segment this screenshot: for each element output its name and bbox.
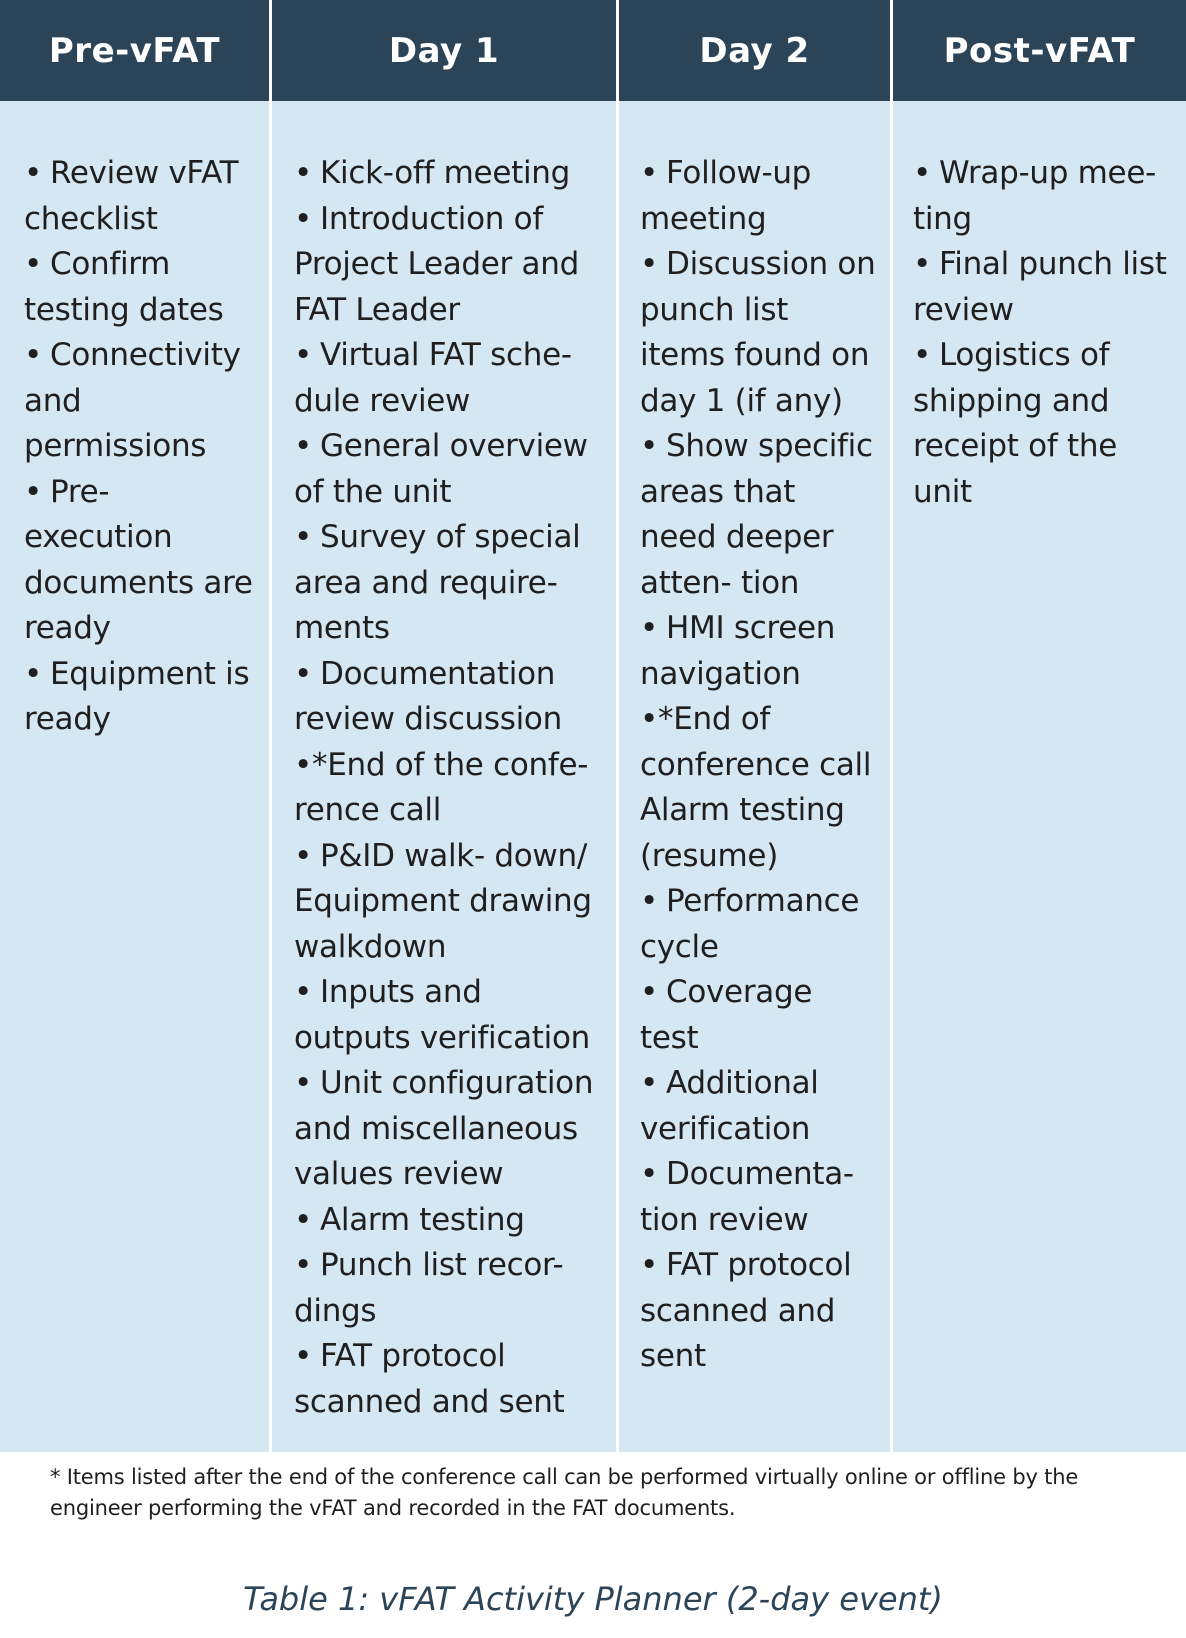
list-item	[640, 970, 878, 1061]
bullet-icon: •	[294, 837, 312, 874]
bullet-icon: •	[640, 1156, 658, 1192]
list-item	[913, 333, 1174, 515]
list-item-text: Survey of special area and require- ments	[294, 519, 581, 646]
list-item-text: *End of the confe- rence call	[294, 746, 589, 828]
list-item-text: Discussion on punch list items found on day 1 (if any)	[640, 246, 876, 419]
bullet-icon: •	[24, 473, 42, 510]
list-item	[294, 333, 604, 424]
bullet-icon: •	[294, 200, 312, 237]
bullet-icon: •	[294, 655, 312, 692]
list-item-text: Performance cycle	[640, 883, 860, 965]
column-body	[0, 101, 269, 1452]
column-day-1	[269, 0, 616, 1452]
bullet-icon: •	[640, 1065, 658, 1101]
list-item-text: Confirm testing dates	[24, 246, 224, 328]
list-item	[294, 652, 604, 743]
list-item-text: Equipment is ready	[24, 655, 250, 737]
list-item	[640, 697, 878, 879]
list-item-text: FAT protocol scanned and sent	[294, 1338, 565, 1420]
list-item-text: Documenta- tion review	[640, 1156, 854, 1238]
column-day-2	[616, 0, 890, 1452]
list-item-text: Follow-up meeting	[640, 155, 812, 237]
bullet-icon: •	[24, 655, 42, 692]
list-item	[640, 1061, 878, 1152]
list-item	[913, 242, 1174, 333]
list-item	[640, 424, 878, 606]
list-item	[294, 151, 604, 197]
bullet-icon: •	[640, 883, 658, 919]
column-body	[893, 101, 1186, 1452]
bullet-icon: •	[640, 428, 658, 464]
list-item-text: Connectivity and permissions	[24, 337, 241, 464]
bullet-icon: •	[913, 337, 931, 373]
bullet-icon: •	[294, 1247, 312, 1283]
list-item	[24, 470, 257, 652]
list-item-text: Logistics of shipping and receipt of the unit	[913, 337, 1117, 510]
activity-list	[640, 151, 878, 1380]
list-item-text: Pre-execution documents are ready	[24, 473, 253, 646]
list-item-text: General overview of the unit	[294, 428, 588, 510]
list-item	[24, 333, 257, 470]
list-item-text: Review vFAT checklist	[24, 155, 239, 237]
bullet-icon: •	[294, 1338, 312, 1374]
list-item	[294, 743, 604, 834]
bullet-icon: •	[640, 155, 658, 191]
bullet-icon: •	[640, 974, 658, 1010]
list-item-text: Wrap-up mee- ting	[913, 155, 1156, 237]
bullet-icon: •	[640, 701, 658, 737]
column-body	[619, 101, 890, 1452]
column-header: Day 1	[272, 0, 616, 101]
footnote: * Items listed after the end of the conference call can be performed virtually online or offline by the engineer performing the vFAT and recorded in the FAT documents.	[50, 1465, 1079, 1520]
bullet-icon: •	[294, 428, 312, 464]
column-header: Day 2	[619, 0, 890, 101]
column-pre-vfat	[0, 0, 269, 1452]
list-item	[24, 242, 257, 333]
list-item-text: Kick-off meeting	[320, 155, 570, 191]
list-item	[24, 652, 257, 743]
bullet-icon: •	[24, 337, 42, 373]
column-header: Post-vFAT	[893, 0, 1186, 101]
list-item	[294, 197, 604, 334]
bullet-icon: •	[294, 1201, 312, 1238]
list-item	[640, 151, 878, 242]
bullet-icon: •	[294, 519, 312, 555]
list-item-text: Punch list recor- dings	[294, 1247, 564, 1329]
bullet-icon: •	[913, 155, 931, 191]
bullet-icon: •	[913, 246, 931, 282]
list-item	[640, 1152, 878, 1243]
column-header: Pre-vFAT	[0, 0, 269, 101]
list-item-text: Introduction of Project Leader and FAT Leader	[294, 200, 579, 328]
list-item-text: Final punch list review	[913, 246, 1167, 328]
list-item-text: P&ID walk- down/ Equipment drawing walkdown	[294, 837, 592, 965]
list-item	[24, 151, 257, 242]
column-body	[272, 101, 616, 1452]
list-item	[294, 424, 604, 515]
list-item-text: Inputs and outputs verification	[294, 974, 590, 1056]
bullet-icon: •	[24, 155, 42, 191]
list-item-text: HMI screen navigation	[640, 610, 836, 692]
list-item	[640, 879, 878, 970]
list-item	[294, 834, 604, 971]
list-item	[294, 970, 604, 1061]
table-caption: Table 1: vFAT Activity Planner (2-day event)	[243, 1580, 943, 1618]
list-item	[294, 1334, 604, 1425]
list-item	[640, 606, 878, 697]
column-post-vfat	[890, 0, 1186, 1452]
list-item-text: FAT protocol scanned and sent	[640, 1247, 852, 1374]
list-item	[294, 1061, 604, 1198]
list-item-text: Additional verification	[640, 1065, 819, 1147]
list-item	[640, 1243, 878, 1380]
list-item-text: Alarm testing	[320, 1201, 525, 1238]
list-item-text: Virtual FAT sche- dule review	[294, 337, 572, 419]
list-item-text: Show specific areas that need deeper atten- tion	[640, 428, 873, 601]
list-item-text: Documentation review discussion	[294, 655, 562, 737]
list-item	[640, 242, 878, 424]
bullet-icon: •	[294, 155, 312, 191]
bullet-icon: •	[640, 610, 658, 646]
list-item	[294, 515, 604, 652]
bullet-icon: •	[640, 246, 658, 282]
list-item-text: *End of conference call Alarm testing (resume)	[640, 701, 872, 874]
list-item	[913, 151, 1174, 242]
activity-list	[913, 151, 1174, 515]
activity-list	[294, 151, 604, 1425]
bullet-icon: •	[24, 246, 42, 282]
bullet-icon: •	[294, 1065, 312, 1101]
activity-list	[24, 151, 257, 743]
list-item	[294, 1243, 604, 1334]
bullet-icon: •	[294, 746, 312, 783]
bullet-icon: •	[294, 974, 312, 1010]
list-item-text: Coverage test	[640, 974, 813, 1056]
bullet-icon: •	[294, 337, 312, 373]
bullet-icon: •	[640, 1247, 658, 1283]
list-item-text: Unit configuration and miscellaneous values review	[294, 1065, 594, 1192]
list-item	[294, 1198, 604, 1244]
